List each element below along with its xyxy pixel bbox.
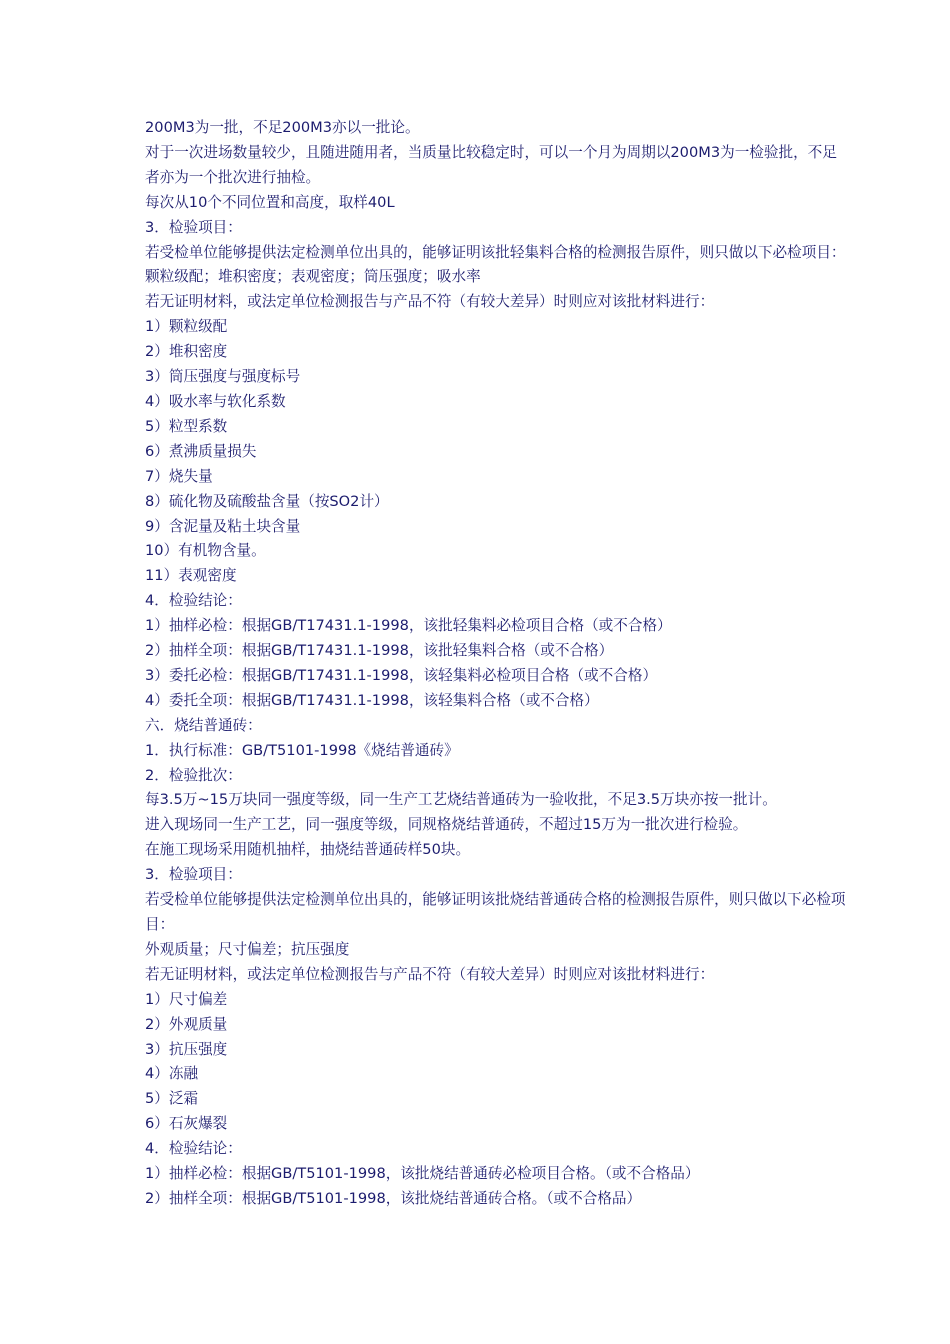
paragraph: 若受检单位能够提供法定检测单位出具的，能够证明该批轻集料合格的检测报告原件，则只做以下必检项目： [145,243,846,261]
list-item: 5）粒型系数 [145,417,228,435]
section-heading: 4．检验结论： [145,1140,242,1158]
section-heading: 4．检验结论： [145,592,242,610]
list-item: 1）颗粒级配 [145,318,228,336]
list-item: 8）硫化物及硫酸盐含量（按SO2计） [145,492,389,510]
paragraph: 200M3为一批，不足200M3亦以一批论。 [145,119,420,136]
paragraph: 若无证明材料，或法定单位检测报告与产品不符（有较大差异）时则应对该批材料进行： [145,293,715,311]
list-item: 3）委托必检：根据GB/T17431.1-1998，该轻集料必检项目合格（或不合格） [145,666,658,684]
list-item: 3）抗压强度 [145,1040,228,1058]
list-item: 10）有机物含量。 [145,542,266,560]
list-item: 2）抽样全项：根据GB/T17431.1-1998，该批轻集料合格（或不合格） [145,642,614,660]
list-item: 5）泛霜 [145,1090,199,1108]
list-item: 11）表观密度 [145,567,237,585]
list-item: 6）煮沸质量损失 [145,442,257,460]
paragraph: 每3.5万~15万块同一强度等级，同一生产工艺烧结普通砖为一验收批，不足3.5万块亦按一批计。 [145,791,777,809]
chapter-heading: 六．烧结普通砖： [145,716,262,734]
list-item: 6）石灰爆裂 [145,1115,228,1133]
section-heading: 3．检验项目： [145,218,242,236]
list-item: 1）尺寸偏差 [145,990,228,1008]
paragraph: 若无证明材料，或法定单位检测报告与产品不符（有较大差异）时则应对该批材料进行： [145,965,715,983]
list-item: 2）抽样全项：根据GB/T5101-1998，该批烧结普通砖合格。（或不合格品） [145,1189,642,1207]
paragraph: 颗粒级配；堆积密度；表观密度；筒压强度；吸水率 [145,268,481,286]
paragraph: 每次从10个不同位置和高度，取样40L [145,193,395,211]
paragraph: 进入现场同一生产工艺，同一强度等级，同规格烧结普通砖，不超过15万为一批次进行检验。 [145,816,748,834]
list-item: 2）堆积密度 [145,343,228,361]
list-item: 4）委托全项：根据GB/T17431.1-1998，该轻集料合格（或不合格） [145,691,599,709]
section-heading: 2．检验批次： [145,766,242,784]
list-item: 1）抽样必检：根据GB/T5101-1998，该批烧结普通砖必检项目合格。（或不合格品） [145,1165,700,1183]
list-item: 4）吸水率与软化系数 [145,392,286,410]
list-item: 7）烧失量 [145,467,213,485]
section-heading: 3．检验项目： [145,866,242,884]
list-item: 9）含泥量及粘土块含量 [145,517,301,535]
paragraph: 若受检单位能够提供法定检测单位出具的，能够证明该批烧结普通砖合格的检测报告原件，则只做以下必检项目： [145,891,846,933]
list-item: 3）筒压强度与强度标号 [145,368,301,386]
paragraph: 对于一次进场数量较少，且随进随用者，当质量比较稳定时，可以一个月为周期以200M3为一检验批，不足者亦为一个批次进行抽检。 [145,143,837,186]
document-body [145,116,851,1212]
paragraph: 外观质量；尺寸偏差；抗压强度 [145,940,350,958]
list-item: 4）冻融 [145,1065,199,1083]
section-heading: 1．执行标准：GB/T5101-1998《烧结普通砖》 [145,741,459,759]
list-item: 2）外观质量 [145,1015,228,1033]
list-item: 1）抽样必检：根据GB/T17431.1-1998，该批轻集料必检项目合格（或不合格） [145,617,672,635]
paragraph: 在施工现场采用随机抽样，抽烧结普通砖样50块。 [145,841,471,859]
